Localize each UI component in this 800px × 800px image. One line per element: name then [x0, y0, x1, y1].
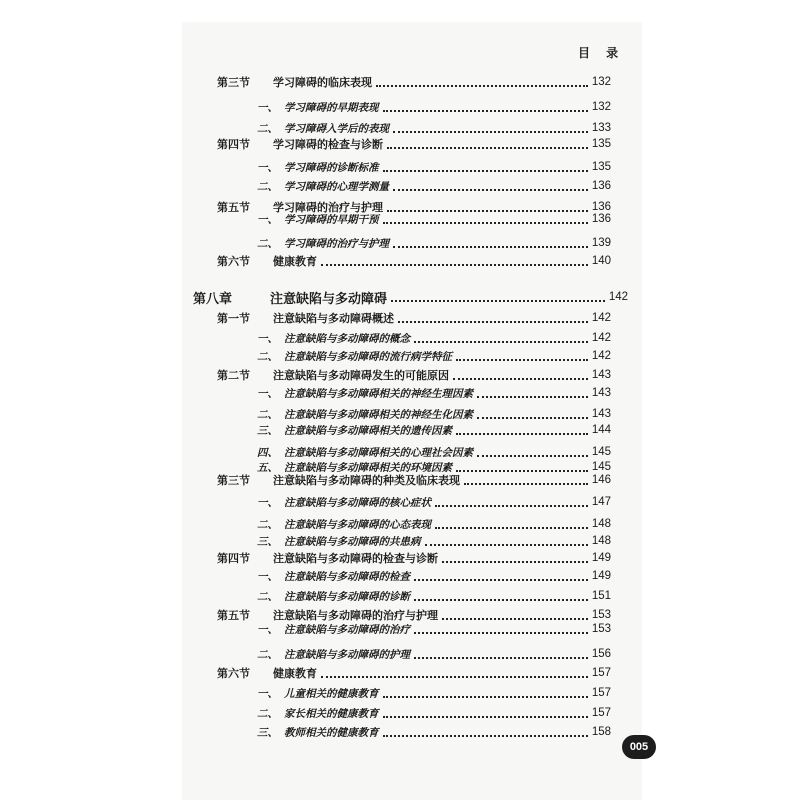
- leader-dots: [393, 189, 588, 191]
- toc-entry-title: 学习障碍入学后的表现: [284, 122, 389, 135]
- leader-dots: [387, 147, 588, 149]
- leader-dots: [425, 544, 588, 546]
- toc-entry-number: 一、: [257, 213, 278, 226]
- toc-page-number: 153: [591, 623, 611, 635]
- toc-entry-title: 注意缺陷与多动障碍相关的神经生化因素: [284, 408, 473, 421]
- toc-page-number: 144: [591, 424, 611, 436]
- toc-item-row: [257, 683, 611, 703]
- toc-item-row: [257, 346, 611, 366]
- toc-entry-title: 注意缺陷与多动障碍的治疗: [284, 623, 410, 636]
- toc-item-row: [257, 420, 611, 440]
- toc-entry-title: 注意缺陷与多动障碍相关的心理社会因素: [284, 446, 473, 459]
- toc-entry-title: 注意缺陷与多动障碍的检查与诊断: [273, 552, 438, 565]
- toc-entry-number: 二、: [257, 648, 278, 661]
- toc-entry-number: 二、: [257, 590, 278, 603]
- leader-dots: [383, 170, 588, 172]
- toc-page-number: 136: [591, 201, 611, 213]
- toc-entry-title: 学习障碍的临床表现: [273, 76, 372, 89]
- toc-page-number: 143: [591, 408, 611, 420]
- toc-page-number: 148: [591, 518, 611, 530]
- toc-page-number: 153: [591, 609, 611, 621]
- toc-item-row: [257, 383, 611, 403]
- leader-dots: [376, 85, 588, 87]
- leader-dots: [456, 359, 588, 361]
- toc-entry-title: 学习障碍的诊断标准: [284, 161, 379, 174]
- toc-item-row: [257, 176, 611, 196]
- toc-entry-number: 二、: [257, 707, 278, 720]
- leader-dots: [477, 396, 588, 398]
- toc-entry-title: 注意缺陷与多动障碍的共患病: [284, 535, 421, 548]
- toc-entry-title: 学习障碍的心理学测量: [284, 180, 389, 193]
- toc-section-row: [217, 134, 611, 154]
- leader-dots: [414, 579, 588, 581]
- toc-entry-title: 注意缺陷与多动障碍的检查: [284, 570, 410, 583]
- toc-page-number: 132: [591, 101, 611, 113]
- toc-entry-title: 儿童相关的健康教育: [284, 687, 379, 700]
- toc-entry-title: 注意缺陷与多动障碍的心态表现: [284, 518, 431, 531]
- toc-page-number: 146: [591, 474, 611, 486]
- toc-page-number: 143: [591, 369, 611, 381]
- toc-item-row: [257, 328, 611, 348]
- leader-dots: [414, 657, 588, 659]
- leader-dots: [383, 716, 588, 718]
- toc-entry-title: 注意缺陷与多动障碍相关的环境因素: [284, 461, 452, 474]
- toc-section-row: [217, 251, 611, 271]
- toc-entry-title: 注意缺陷与多动障碍的诊断: [284, 590, 410, 603]
- toc-entry-number: 一、: [257, 332, 278, 345]
- toc-item-row: [257, 157, 611, 177]
- toc-entry-number: 第四节: [217, 138, 250, 151]
- toc-page-number: 142: [591, 332, 611, 344]
- toc-page-number: 149: [591, 552, 611, 564]
- toc-entry-number: 第五节: [217, 201, 250, 214]
- leader-dots: [383, 110, 588, 112]
- toc-entry-title: 学习障碍的早期干预: [284, 213, 379, 226]
- toc-entry-number: 一、: [257, 101, 278, 114]
- toc-entry-number: 二、: [257, 518, 278, 531]
- toc-entry-number: 第五节: [217, 609, 250, 622]
- page-header-title: 目 录: [578, 46, 625, 60]
- toc-entry-title: 学习障碍的早期表现: [284, 101, 379, 114]
- toc-page-number: 135: [591, 161, 611, 173]
- toc-entry-title: 注意缺陷与多动障碍的概念: [284, 332, 410, 345]
- toc-chapter-row: [193, 287, 628, 307]
- toc-section-row: [217, 663, 611, 683]
- toc-item-row: [257, 492, 611, 512]
- toc-entry-title: 注意缺陷与多动障碍相关的遗传因素: [284, 424, 452, 437]
- leader-dots: [398, 321, 588, 323]
- toc-page-number: 132: [591, 76, 611, 88]
- toc-page-number: 151: [591, 590, 611, 602]
- toc-entry-number: 二、: [257, 350, 278, 363]
- toc-entry-title: 注意缺陷与多动障碍相关的神经生理因素: [284, 387, 473, 400]
- toc-entry-number: 一、: [257, 387, 278, 400]
- toc-page-number: 157: [591, 667, 611, 679]
- leader-dots: [383, 696, 588, 698]
- toc-page-number: 139: [591, 237, 611, 249]
- toc-entry-title: 教师相关的健康教育: [284, 726, 379, 739]
- leader-dots: [383, 735, 588, 737]
- toc-entry-title: 注意缺陷与多动障碍的流行病学特征: [284, 350, 452, 363]
- leader-dots: [435, 527, 588, 529]
- toc-entry-number: 二、: [257, 122, 278, 135]
- toc-entry-number: 三、: [257, 726, 278, 739]
- leader-dots: [414, 599, 588, 601]
- toc-entry-title: 健康教育: [273, 255, 317, 268]
- toc-page-number: 147: [591, 496, 611, 508]
- toc-page-number: 135: [591, 138, 611, 150]
- toc-section-row: [217, 72, 611, 92]
- leader-dots: [453, 378, 588, 380]
- toc-page-number: 142: [591, 312, 611, 324]
- toc-page-number: 148: [591, 535, 611, 547]
- toc-page-number: 156: [591, 648, 611, 660]
- toc-page-number: 142: [591, 350, 611, 362]
- toc-entry-title: 注意缺陷与多动障碍的护理: [284, 648, 410, 661]
- toc-page-number: 149: [591, 570, 611, 582]
- toc-item-row: [257, 644, 611, 664]
- toc-entry-number: 第一节: [217, 312, 250, 325]
- toc-section-row: [217, 548, 611, 568]
- toc-entry-title: 学习障碍的治疗与护理: [284, 237, 389, 250]
- toc-page-number: 157: [591, 687, 611, 699]
- leader-dots: [383, 222, 588, 224]
- toc-item-row: [257, 586, 611, 606]
- toc-entry-title: 健康教育: [273, 667, 317, 680]
- leader-dots: [414, 341, 588, 343]
- toc-entry-title: 注意缺陷与多动障碍发生的可能原因: [273, 369, 449, 382]
- toc-page-number: 142: [608, 291, 628, 303]
- toc-entry-number: 一、: [257, 496, 278, 509]
- toc-page-number: 143: [591, 387, 611, 399]
- toc-entry-number: 一、: [257, 161, 278, 174]
- page-number-badge: 005: [622, 735, 656, 759]
- leader-dots: [442, 561, 588, 563]
- leader-dots: [435, 505, 588, 507]
- toc-entry-number: 三、: [257, 424, 278, 437]
- leader-dots: [456, 433, 588, 435]
- toc-section-row: [217, 365, 611, 385]
- toc-page-number: 136: [591, 213, 611, 225]
- toc-entry-title: 家长相关的健康教育: [284, 707, 379, 720]
- toc-page-number: 140: [591, 255, 611, 267]
- toc-entry-title: 注意缺陷与多动障碍的种类及临床表现: [273, 474, 460, 487]
- leader-dots: [464, 483, 588, 485]
- toc-entry-number: 第三节: [217, 76, 250, 89]
- toc-entry-number: 一、: [257, 687, 278, 700]
- toc-item-row: [257, 566, 611, 586]
- leader-dots: [393, 131, 588, 133]
- leader-dots: [321, 264, 588, 266]
- leader-dots: [393, 246, 588, 248]
- toc-entry-number: 四、: [257, 446, 278, 459]
- toc-entry-title: 注意缺陷与多动障碍的核心症状: [284, 496, 431, 509]
- toc-page-number: 145: [591, 461, 611, 473]
- leader-dots: [321, 676, 588, 678]
- toc-entry-number: 五、: [257, 461, 278, 474]
- toc-page-number: 157: [591, 707, 611, 719]
- toc-entry-number: 第六节: [217, 255, 250, 268]
- toc-entry-title: 学习障碍的治疗与护理: [273, 201, 383, 214]
- toc-entry-number: 一、: [257, 623, 278, 636]
- toc-entry-number: 二、: [257, 180, 278, 193]
- leader-dots: [391, 300, 605, 302]
- toc-page-number: 136: [591, 180, 611, 192]
- toc-entry-number: 二、: [257, 408, 278, 421]
- toc-page-number: 158: [591, 726, 611, 738]
- toc-item-row: [257, 619, 611, 639]
- leader-dots: [414, 632, 588, 634]
- toc-entry-number: 二、: [257, 237, 278, 250]
- leader-dots: [477, 417, 588, 419]
- toc-entry-number: 第八章: [193, 291, 233, 307]
- toc-entry-number: 第三节: [217, 474, 250, 487]
- toc-item-row: [257, 209, 611, 229]
- toc-item-row: [257, 722, 611, 742]
- toc-page-number: 133: [591, 122, 611, 134]
- toc-entry-number: 三、: [257, 535, 278, 548]
- toc-entry-title: 注意缺陷与多动障碍的治疗与护理: [273, 609, 438, 622]
- toc-entry-number: 第四节: [217, 552, 250, 565]
- toc-entry-title: 注意缺陷与多动障碍概述: [273, 312, 394, 325]
- toc-item-row: [257, 233, 611, 253]
- toc-section-row: [217, 470, 611, 490]
- toc-item-row: [257, 703, 611, 723]
- toc-entry-number: 一、: [257, 570, 278, 583]
- toc-item-row: [257, 97, 611, 117]
- toc-section-row: [217, 308, 611, 328]
- toc-entry-number: 第二节: [217, 369, 250, 382]
- toc-entry-number: 第六节: [217, 667, 250, 680]
- toc-entry-title: 注意缺陷与多动障碍: [270, 291, 388, 307]
- toc-page-number: 145: [591, 446, 611, 458]
- toc-entry-title: 学习障碍的检查与诊断: [273, 138, 383, 151]
